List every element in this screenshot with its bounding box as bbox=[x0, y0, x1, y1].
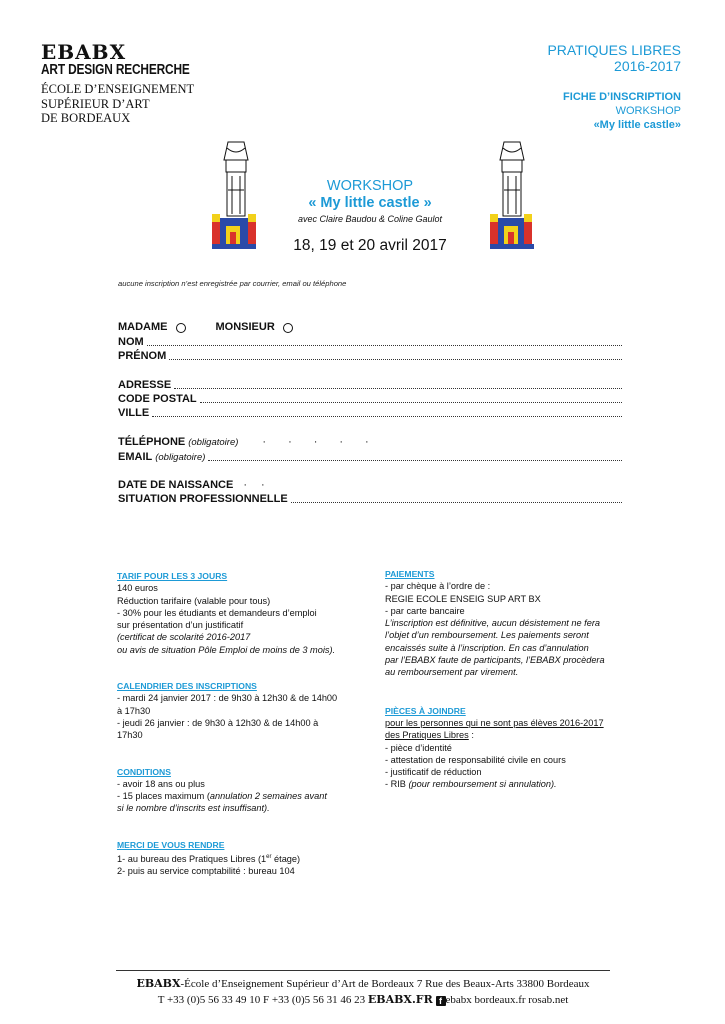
paiements-line: REGIE ECOLE ENSEIG SUP ART BX bbox=[385, 593, 541, 604]
program-title: PRATIQUES LIBRES bbox=[547, 42, 681, 58]
form-title bbox=[547, 90, 681, 132]
castle-left-illustration bbox=[208, 140, 258, 252]
footer-brand: EBABX bbox=[136, 977, 181, 990]
adresse-field[interactable] bbox=[174, 388, 622, 389]
pieces-line: - justificatif de réduction bbox=[385, 767, 482, 778]
program-year: 2016-2017 bbox=[614, 58, 681, 74]
footer-line-2 bbox=[116, 992, 610, 1008]
email-hint: (obligatoire) bbox=[155, 452, 206, 463]
civility-row bbox=[118, 320, 622, 333]
school-line: ÉCOLE D’ENSEIGNEMENT bbox=[41, 82, 195, 96]
ville-field[interactable] bbox=[152, 416, 622, 417]
calendrier-line: - jeudi 26 janvier : de 9h30 à 12h30 & de 14h00 à bbox=[117, 717, 319, 728]
tarif-line: - 30% pour les étudiants et demandeurs d’emploi bbox=[117, 607, 317, 618]
conditions-line bbox=[117, 790, 367, 802]
email-row bbox=[118, 450, 622, 463]
email-field[interactable] bbox=[208, 460, 622, 461]
prenom-row bbox=[118, 349, 622, 362]
conditions-line: - avoir 18 ans ou plus bbox=[117, 778, 205, 789]
merci-text: 1- au bureau des Pratiques Libres (1 bbox=[117, 854, 267, 865]
pieces-text: (pour remboursement si annulation). bbox=[408, 779, 557, 790]
telephone-label: TÉLÉPHONE bbox=[118, 436, 186, 448]
tarif-section bbox=[117, 570, 367, 656]
prenom-label: PRÉNOM bbox=[118, 350, 167, 362]
workshop-name: « My little castle » bbox=[308, 195, 432, 211]
nom-field[interactable] bbox=[147, 345, 622, 346]
form-title-line: WORKSHOP bbox=[615, 105, 681, 117]
situation-field[interactable] bbox=[291, 502, 622, 503]
paiements-line: - par chèque à l’ordre de : bbox=[385, 581, 491, 592]
brand-logo: EBABX bbox=[41, 40, 127, 64]
monsieur-radio[interactable] bbox=[283, 323, 293, 333]
paiements-line: encaissés suite à l’inscription. En cas d’annulation bbox=[385, 642, 589, 653]
footer-divider bbox=[116, 970, 610, 971]
tarif-line: sur présentation d’un justificatif bbox=[117, 620, 244, 631]
madame-label: MADAME bbox=[118, 321, 168, 333]
paiements-line: - par carte bancaire bbox=[385, 605, 465, 616]
workshop-label: WORKSHOP bbox=[326, 178, 414, 194]
paiements-section bbox=[385, 568, 635, 679]
tarif-line: ou avis de situation Pôle Emploi de moins de 3 mois). bbox=[117, 644, 336, 655]
left-column bbox=[117, 570, 367, 895]
merci-heading: MERCI DE VOUS RENDRE bbox=[117, 839, 225, 850]
workshop-dates: 18, 19 et 20 avril 2017 bbox=[293, 237, 447, 254]
calendrier-line: 17h30 bbox=[117, 730, 143, 741]
pieces-text: des Pratiques Libres bbox=[385, 730, 469, 741]
footer-line-1 bbox=[116, 976, 610, 992]
workshop-hosts: avec Claire Baudou & Coline Gaulot bbox=[297, 214, 443, 224]
castle-right-illustration bbox=[488, 140, 538, 252]
code-postal-field[interactable] bbox=[200, 402, 622, 403]
pieces-text: - RIB bbox=[385, 779, 409, 790]
brand-subtitle: ART DESIGN RECHERCHE bbox=[41, 62, 190, 78]
paiements-line: au remboursement par virement. bbox=[385, 667, 519, 678]
pieces-line: - attestation de responsabilité civile en cours bbox=[385, 754, 566, 765]
calendrier-section bbox=[117, 680, 367, 741]
ville-label: VILLE bbox=[118, 407, 150, 419]
email-label: EMAIL bbox=[118, 451, 153, 463]
situation-label: SITUATION PROFESSIONNELLE bbox=[118, 493, 288, 505]
date-naissance-row bbox=[118, 478, 622, 491]
prenom-field[interactable] bbox=[169, 359, 622, 360]
date-naissance-field[interactable]: ·· bbox=[243, 479, 279, 491]
merci-sup: er bbox=[266, 854, 272, 861]
tarif-line: Réduction tarifaire (valable pour tous) bbox=[117, 595, 271, 606]
footer-links[interactable]: ebabx bordeaux.fr rosab.net bbox=[445, 994, 569, 1006]
calendrier-heading: CALENDRIER DES INSCRIPTIONS bbox=[117, 681, 257, 692]
code-postal-label: CODE POSTAL bbox=[118, 393, 197, 405]
footer-phone: T +33 (0)5 56 33 49 10 F +33 (0)5 56 31 46 23 bbox=[157, 994, 368, 1006]
ville-row bbox=[118, 406, 622, 419]
conditions-text: - 15 places maximum ( bbox=[117, 791, 210, 802]
registration-notice: aucune inscription n’est enregistrée par courrier, email ou téléphone bbox=[118, 279, 347, 288]
pieces-text: : bbox=[468, 730, 474, 741]
code-postal-row bbox=[118, 392, 622, 405]
form-title-line: FICHE D’INSCRIPTION bbox=[563, 91, 681, 103]
school-name bbox=[41, 82, 194, 126]
date-naissance-label: DATE DE NAISSANCE bbox=[118, 479, 234, 491]
conditions-line: si le nombre d’inscrits est insuffisant). bbox=[117, 803, 270, 814]
paiements-heading: PAIEMENTS bbox=[385, 569, 435, 579]
merci-line bbox=[117, 851, 367, 865]
merci-section bbox=[117, 839, 367, 878]
footer-website[interactable]: EBABX.FR bbox=[367, 993, 433, 1006]
right-column bbox=[385, 568, 635, 808]
tarif-price: 140 euros bbox=[117, 583, 158, 594]
pieces-line: pour les personnes qui ne sont pas élèves 2016-2017 bbox=[385, 717, 604, 728]
pieces-line bbox=[385, 778, 635, 790]
footer-address: -École d’Enseignement Supérieur d’Art de Bordeaux 7 Rue des Beaux-Arts 33800 Bordeaux bbox=[180, 978, 590, 990]
paiements-line: par l’EBABX faute de participants, l’EBABX procèdera bbox=[385, 655, 605, 666]
calendrier-line: - mardi 24 janvier 2017 : de 9h30 à 12h30 & de 14h00 bbox=[117, 693, 338, 704]
school-line: SUPÉRIEUR D’ART bbox=[41, 96, 150, 111]
paiements-line: l’objet d’un remboursement. Les paiements seront bbox=[385, 630, 589, 641]
tarif-heading: TARIF POUR LES 3 JOURS bbox=[117, 571, 228, 581]
pieces-line: - pièce d’identité bbox=[385, 742, 452, 753]
pieces-heading: PIÈCES À JOINDRE bbox=[385, 705, 466, 716]
merci-line: 2- puis au service comptabilité : bureau 104 bbox=[117, 866, 295, 877]
footer bbox=[116, 976, 610, 1008]
telephone-field[interactable]: ····· bbox=[262, 436, 391, 448]
header-right bbox=[547, 42, 681, 132]
form-title-line: «My little castle» bbox=[593, 119, 681, 131]
nom-label: NOM bbox=[118, 336, 144, 348]
conditions-heading: CONDITIONS bbox=[117, 766, 171, 777]
conditions-section bbox=[117, 766, 367, 815]
adresse-label: ADRESSE bbox=[118, 379, 172, 391]
situation-row bbox=[118, 492, 622, 505]
adresse-row bbox=[118, 378, 622, 391]
monsieur-label: MONSIEUR bbox=[215, 321, 275, 333]
telephone-row bbox=[118, 435, 622, 448]
pieces-line bbox=[385, 729, 635, 741]
pieces-section bbox=[385, 705, 635, 791]
paiements-line: L’inscription est définitive, aucun désistement ne fera bbox=[385, 618, 601, 629]
tarif-line: (certificat de scolarité 2016-2017 bbox=[117, 632, 251, 643]
facebook-icon: f bbox=[436, 996, 446, 1006]
workshop-block bbox=[260, 178, 480, 255]
school-line: DE BORDEAUX bbox=[41, 111, 131, 125]
nom-row bbox=[118, 335, 622, 348]
merci-text: étage) bbox=[271, 854, 301, 865]
telephone-hint: (obligatoire) bbox=[188, 437, 239, 448]
calendrier-line: à 17h30 bbox=[117, 705, 151, 716]
conditions-text: annulation 2 semaines avant bbox=[209, 791, 327, 802]
madame-radio[interactable] bbox=[176, 323, 186, 333]
